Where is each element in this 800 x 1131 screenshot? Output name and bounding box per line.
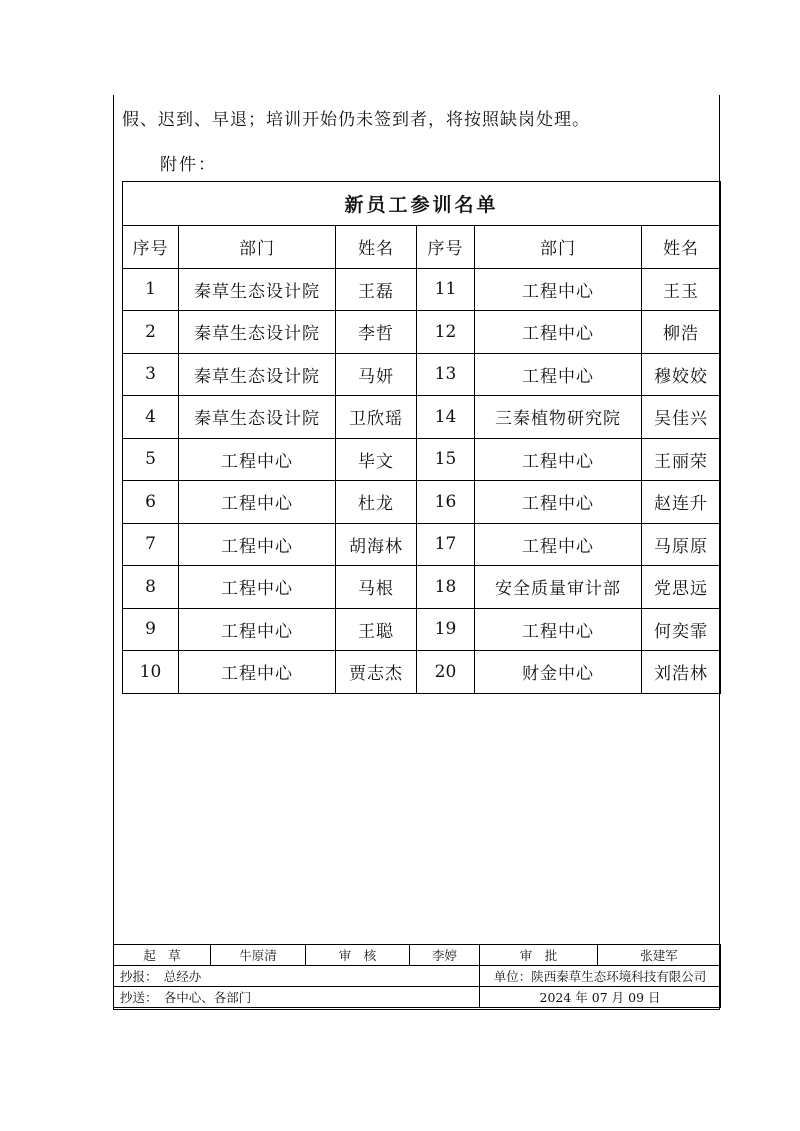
department-cell: 秦草生态设计院: [179, 396, 336, 439]
header-department: 部门: [475, 226, 642, 269]
approver-name: 张建军: [598, 945, 721, 966]
header-index: 序号: [417, 226, 475, 269]
department-cell: 工程中心: [179, 651, 336, 694]
drafter-name: 牛原清: [211, 945, 306, 966]
name-cell: 党思远: [642, 566, 721, 609]
name-cell: 穆姣姣: [642, 353, 721, 396]
index-cell: 15: [417, 438, 475, 481]
header-index: 序号: [123, 226, 179, 269]
table-row: [123, 268, 721, 311]
department-cell: 安全质量审计部: [475, 566, 642, 609]
name-cell: 吴佳兴: [642, 396, 721, 439]
index-cell: 13: [417, 353, 475, 396]
department-cell: 工程中心: [475, 311, 642, 354]
document-footer: [113, 944, 721, 1008]
trainee-roster-table: [122, 181, 721, 694]
header-name: 姓名: [336, 226, 417, 269]
draft-label: 起 草: [114, 945, 211, 966]
name-cell: 贾志杰: [336, 651, 417, 694]
report-to: 抄报： 总经办: [114, 966, 480, 987]
roster-title: 新员工参训名单: [123, 182, 721, 226]
issuing-unit: 单位：陕西秦草生态环境科技有限公司: [480, 966, 721, 987]
index-cell: 4: [123, 396, 179, 439]
index-cell: 17: [417, 523, 475, 566]
department-cell: 工程中心: [475, 523, 642, 566]
name-cell: 王丽荣: [642, 438, 721, 481]
table-row: [123, 311, 721, 354]
table-row: [123, 608, 721, 651]
name-cell: 胡海林: [336, 523, 417, 566]
index-cell: 18: [417, 566, 475, 609]
index-cell: 5: [123, 438, 179, 481]
department-cell: 工程中心: [179, 481, 336, 524]
approve-label: 审 批: [480, 945, 598, 966]
table-row: [123, 438, 721, 481]
department-cell: 秦草生态设计院: [179, 268, 336, 311]
department-cell: 工程中心: [179, 566, 336, 609]
name-cell: 马妍: [336, 353, 417, 396]
table-row: [123, 396, 721, 439]
department-cell: 工程中心: [475, 481, 642, 524]
index-cell: 12: [417, 311, 475, 354]
index-cell: 9: [123, 608, 179, 651]
department-cell: 工程中心: [179, 608, 336, 651]
name-cell: 王玉: [642, 268, 721, 311]
name-cell: 马原原: [642, 523, 721, 566]
index-cell: 16: [417, 481, 475, 524]
name-cell: 柳浩: [642, 311, 721, 354]
name-cell: 马根: [336, 566, 417, 609]
body-text-line: 假、迟到、早退；培训开始仍未签到者，将按照缺岗处理。: [122, 110, 590, 130]
name-cell: 王聪: [336, 608, 417, 651]
department-cell: 工程中心: [475, 268, 642, 311]
name-cell: 卫欣瑶: [336, 396, 417, 439]
roster-header-row: [123, 226, 721, 269]
index-cell: 19: [417, 608, 475, 651]
index-cell: 20: [417, 651, 475, 694]
review-label: 审 核: [306, 945, 410, 966]
index-cell: 2: [123, 311, 179, 354]
department-cell: 秦草生态设计院: [179, 353, 336, 396]
department-cell: 工程中心: [475, 608, 642, 651]
department-cell: 工程中心: [179, 523, 336, 566]
issue-date: 2024 年 07 月 09 日: [480, 987, 721, 1008]
index-cell: 11: [417, 268, 475, 311]
attachment-label: 附件：: [160, 155, 217, 175]
index-cell: 7: [123, 523, 179, 566]
table-row: [123, 481, 721, 524]
index-cell: 1: [123, 268, 179, 311]
table-row: [123, 353, 721, 396]
index-cell: 3: [123, 353, 179, 396]
department-cell: 工程中心: [179, 438, 336, 481]
department-cell: 秦草生态设计院: [179, 311, 336, 354]
table-row: [123, 651, 721, 694]
index-cell: 10: [123, 651, 179, 694]
department-cell: 工程中心: [475, 438, 642, 481]
index-cell: 6: [123, 481, 179, 524]
reviewer-name: 李婷: [410, 945, 480, 966]
header-name: 姓名: [642, 226, 721, 269]
department-cell: 财金中心: [475, 651, 642, 694]
name-cell: 刘浩林: [642, 651, 721, 694]
department-cell: 工程中心: [475, 353, 642, 396]
carbon-copy: 抄送： 各中心、各部门: [114, 987, 480, 1008]
name-cell: 杜龙: [336, 481, 417, 524]
name-cell: 李哲: [336, 311, 417, 354]
table-row: [123, 523, 721, 566]
name-cell: 何奕霏: [642, 608, 721, 651]
header-department: 部门: [179, 226, 336, 269]
name-cell: 王磊: [336, 268, 417, 311]
department-cell: 三秦植物研究院: [475, 396, 642, 439]
index-cell: 8: [123, 566, 179, 609]
index-cell: 14: [417, 396, 475, 439]
name-cell: 赵连升: [642, 481, 721, 524]
name-cell: 毕文: [336, 438, 417, 481]
table-row: [123, 566, 721, 609]
